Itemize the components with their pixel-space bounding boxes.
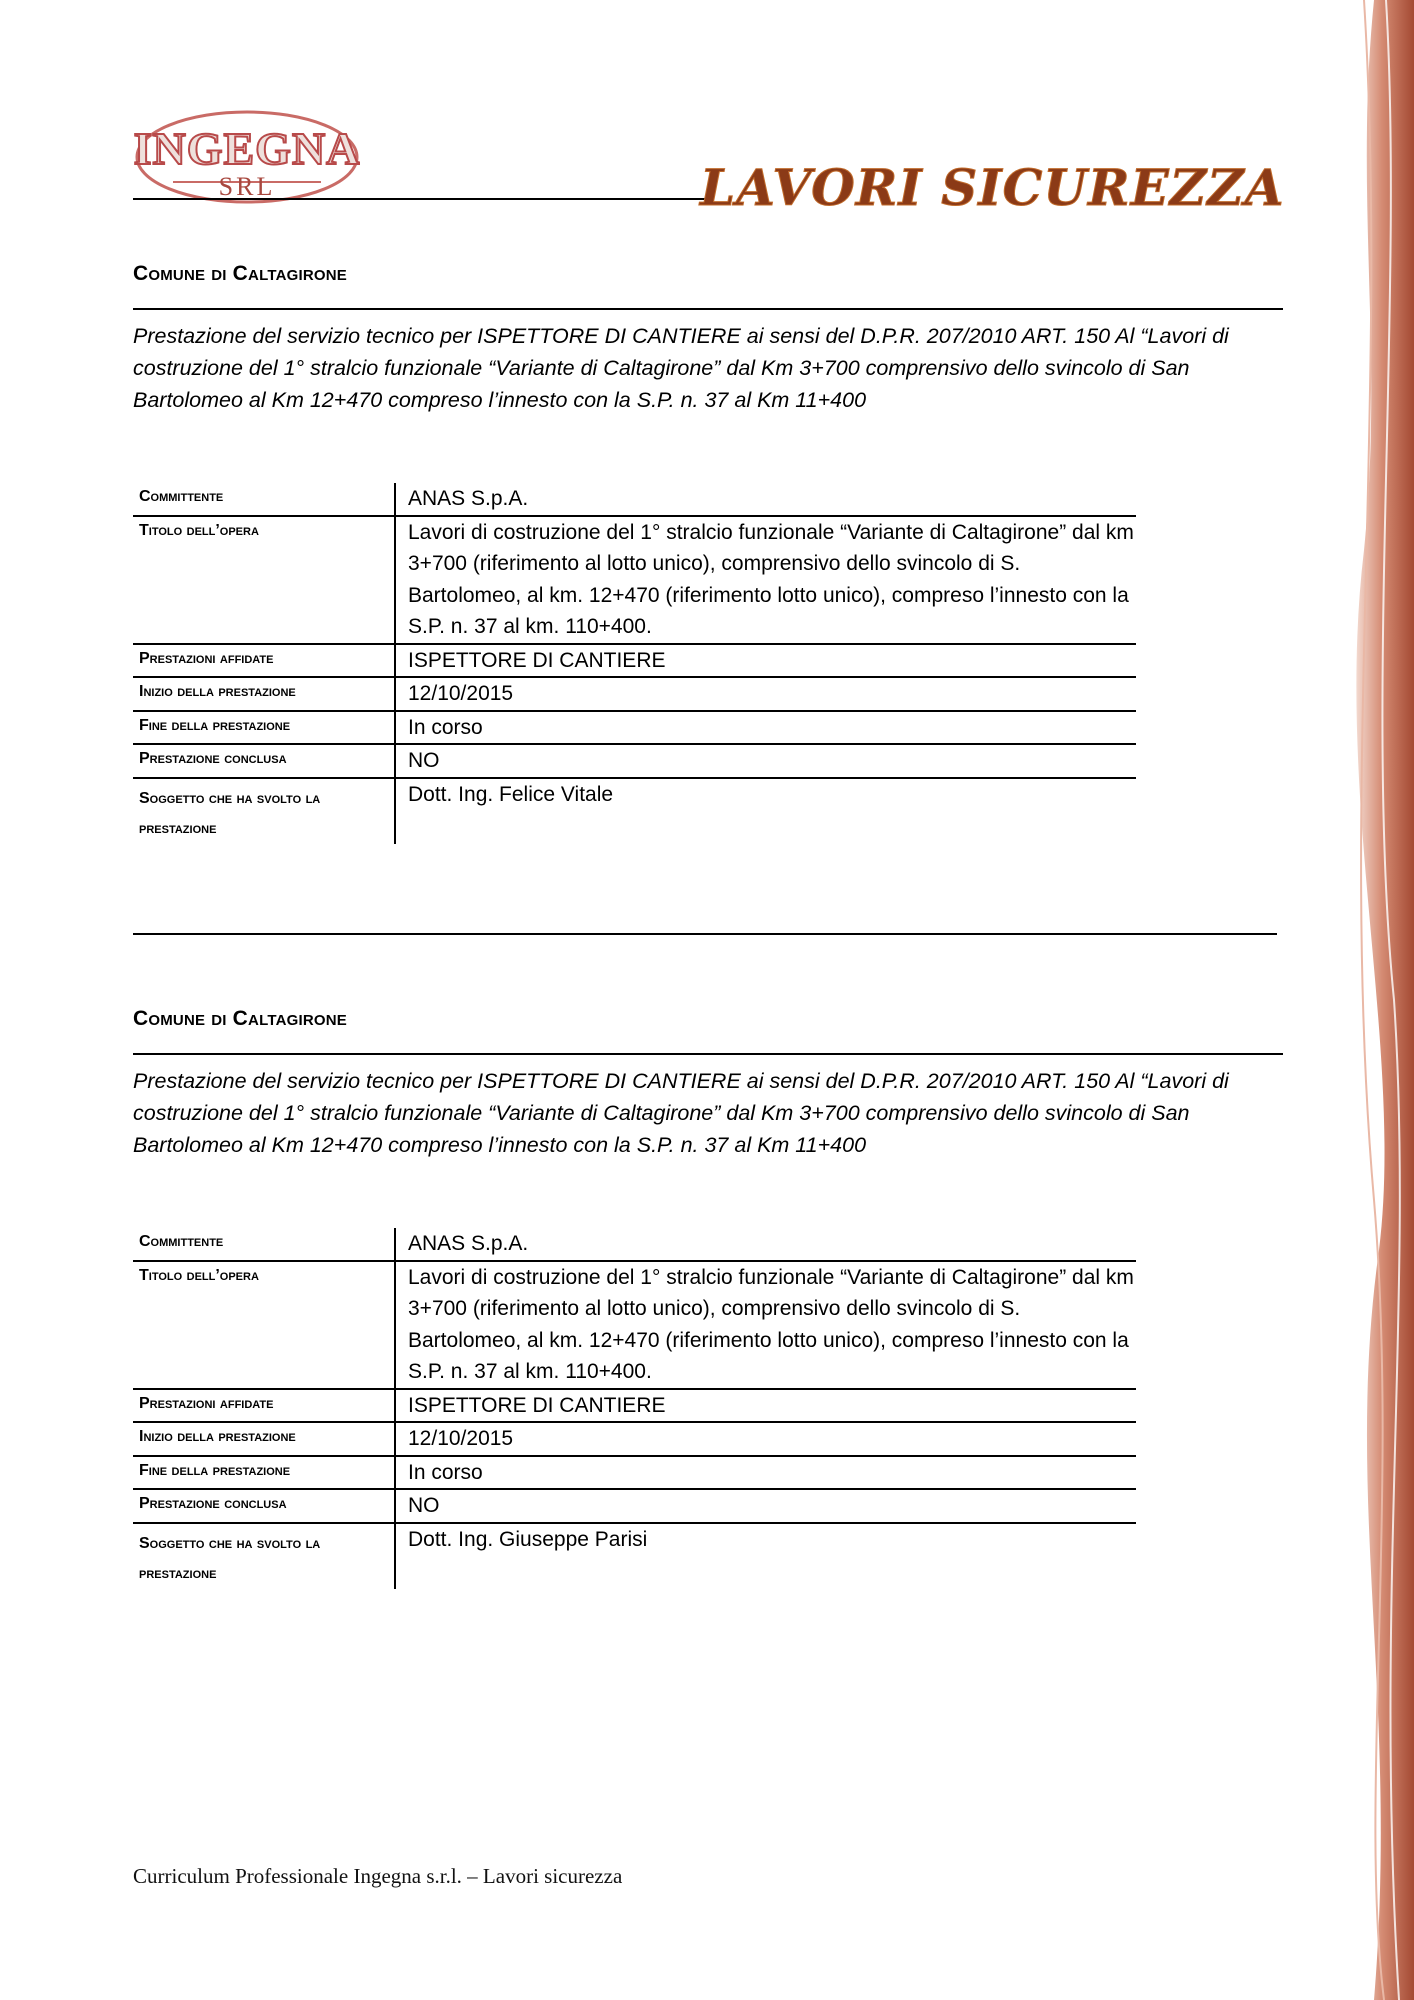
table-row	[133, 483, 1136, 516]
table-row	[133, 677, 1136, 711]
table-row	[133, 744, 1136, 778]
row-label: Prestazioni affidate	[133, 1389, 395, 1423]
table-row	[133, 1422, 1136, 1456]
table-row	[133, 516, 1136, 644]
entry-2-table	[133, 1228, 1136, 1589]
entry-description: Prestazione del servizio tecnico per ISPETTORE DI CANTIERE ai sensi del D.P.R. 207/2010 ART. 150 Al “Lavori di costruzione del 1° stralcio funzionale “Variante di Caltagirone” dal Km 3+700 comprensivo dello svincolo di San Bartolomeo al Km 12+470 compreso l’innesto con la S.P. n. 37 al Km 11+400	[133, 324, 1229, 412]
row-label: Committente	[133, 1228, 395, 1261]
comune-heading: Comune di Caltagirone	[133, 262, 347, 285]
row-value: Dott. Ing. Giuseppe Parisi	[395, 1523, 1136, 1589]
row-value: ISPETTORE DI CANTIERE	[395, 1389, 1136, 1423]
row-value: ANAS S.p.A.	[395, 483, 1136, 516]
row-label: Fine della prestazione	[133, 1456, 395, 1490]
table-row	[133, 778, 1136, 844]
page-footer: Curriculum Professionale Ingegna s.r.l. – Lavori sicurezza	[133, 1864, 623, 1888]
decorative-ribbon	[1304, 0, 1414, 2000]
header-rule	[133, 198, 708, 200]
page-title: LAVORI SICUREZZA	[700, 158, 1285, 217]
table-row	[133, 1489, 1136, 1523]
table-row	[133, 1523, 1136, 1589]
logo-sub-text: SRL	[218, 172, 276, 201]
entry-1-header	[133, 262, 1283, 416]
section-separator	[133, 933, 1277, 935]
row-label: Soggetto che ha svolto la prestazione	[139, 1534, 321, 1582]
row-value: ANAS S.p.A.	[395, 1228, 1136, 1261]
table-row	[133, 644, 1136, 678]
row-label: Titolo dell’opera	[133, 1261, 395, 1389]
row-value: Lavori di costruzione del 1° stralcio funzionale “Variante di Caltagirone” dal km 3+700 (riferimento al lotto unico), comprensivo dello svincolo di S. Bartolomeo, al km. 12+470 (riferimento lotto unico), compreso l’innesto con la S.P. n. 37 al km. 110+400.	[395, 1261, 1136, 1389]
row-label: Inizio della prestazione	[133, 1422, 395, 1456]
table-row	[133, 1261, 1136, 1389]
divider	[133, 1053, 1283, 1055]
row-value: In corso	[395, 1456, 1136, 1490]
row-value: 12/10/2015	[395, 1422, 1136, 1456]
row-value: Lavori di costruzione del 1° stralcio funzionale “Variante di Caltagirone” dal km 3+700 (riferimento al lotto unico), comprensivo dello svincolo di S. Bartolomeo, al km. 12+470 (riferimento lotto unico), compreso l’innesto con la S.P. n. 37 al km. 110+400.	[395, 516, 1136, 644]
row-value: In corso	[395, 711, 1136, 745]
row-label: Soggetto che ha svolto la prestazione	[139, 789, 321, 837]
entry-1-table	[133, 483, 1136, 844]
logo-main-text: INGEGNA	[133, 123, 361, 174]
row-label: Prestazione conclusa	[133, 1489, 395, 1523]
row-value: NO	[395, 1489, 1136, 1523]
table-row	[133, 711, 1136, 745]
row-label: Titolo dell’opera	[133, 516, 395, 644]
row-label: Inizio della prestazione	[133, 677, 395, 711]
table-row	[133, 1389, 1136, 1423]
row-value: ISPETTORE DI CANTIERE	[395, 644, 1136, 678]
entry-description: Prestazione del servizio tecnico per ISPETTORE DI CANTIERE ai sensi del D.P.R. 207/2010 ART. 150 Al “Lavori di costruzione del 1° stralcio funzionale “Variante di Caltagirone” dal Km 3+700 comprensivo dello svincolo di San Bartolomeo al Km 12+470 compreso l’innesto con la S.P. n. 37 al Km 11+400	[133, 1069, 1229, 1157]
row-value: Dott. Ing. Felice Vitale	[395, 778, 1136, 844]
company-logo	[133, 108, 361, 206]
row-value: NO	[395, 744, 1136, 778]
row-label: Prestazione conclusa	[133, 744, 395, 778]
comune-heading: Comune di Caltagirone	[133, 1007, 347, 1030]
divider	[133, 308, 1283, 310]
row-value: 12/10/2015	[395, 677, 1136, 711]
row-label: Committente	[133, 483, 395, 516]
row-label: Fine della prestazione	[133, 711, 395, 745]
table-row	[133, 1228, 1136, 1261]
table-row	[133, 1456, 1136, 1490]
row-label: Prestazioni affidate	[133, 644, 395, 678]
entry-2-header	[133, 1007, 1283, 1161]
